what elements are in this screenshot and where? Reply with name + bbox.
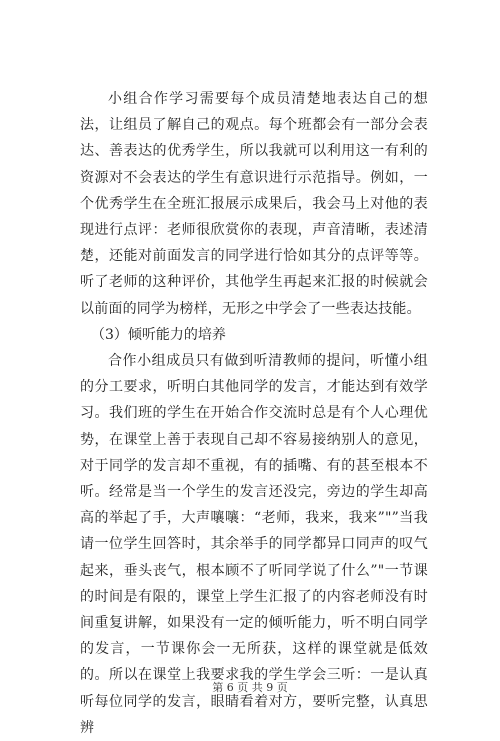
paragraph-listening: 合作小组成员只有做到听清教师的提问，听懂小组的分工要求，听明白其他同学的发言，才能达到有效学习。我们班的学生在开始合作交流时总是有个人心理优势，在课堂上善于表现自己却不容易接纳别人的意见，对于同学的发言却不重视，有的插嘴、有的甚至根本不听。经常是当一个学生的发言还没完，旁边的学生却高高的举起了手，大声嚷嚷：“老师，我来，我来”"”当我请一位学生回答时，其余举手的同学都异口同声的叹气起来，垂头丧气，根本顾不了听同学说了什么”"一节课的时间是有限的，课堂上学生汇报了的内容老师没有时间重复讲解，如果没有一定的倾听能力，听不明白同学的发言，一节课你会一无所获，这样的课堂就是低效的。所以在课堂上我要求我的学生学会三听：一是认真听每位同学的发言，眼睛看着对方，要听完整，认真思辨: [80, 353, 428, 736]
document-body: [80, 86, 428, 741]
paragraph-expression: 小组合作学习需要每个成员清楚地表达自己的想法，让组员了解自己的观点。每个班都会有一部分会表达、善表达的优秀学生，所以我就可以利用这一有利的资源对不会表达的学生有意识进行示范指导。例如，一个优秀学生在全班汇报展示成果后，我会马上对他的表现进行点评：老师很欣赏你的表现，声音清晰，表述清楚，还能对前面发言的同学进行恰如其分的点评等等。听了老师的这种评价，其他学生再起来汇报的时候就会以前面的同学为榜样，无形之中学会了一些表达技能。: [80, 91, 428, 317]
page-footer: 第 6 页 共 9 页: [212, 681, 288, 694]
section-heading-listening: （3）倾听能力的培养: [91, 326, 226, 343]
